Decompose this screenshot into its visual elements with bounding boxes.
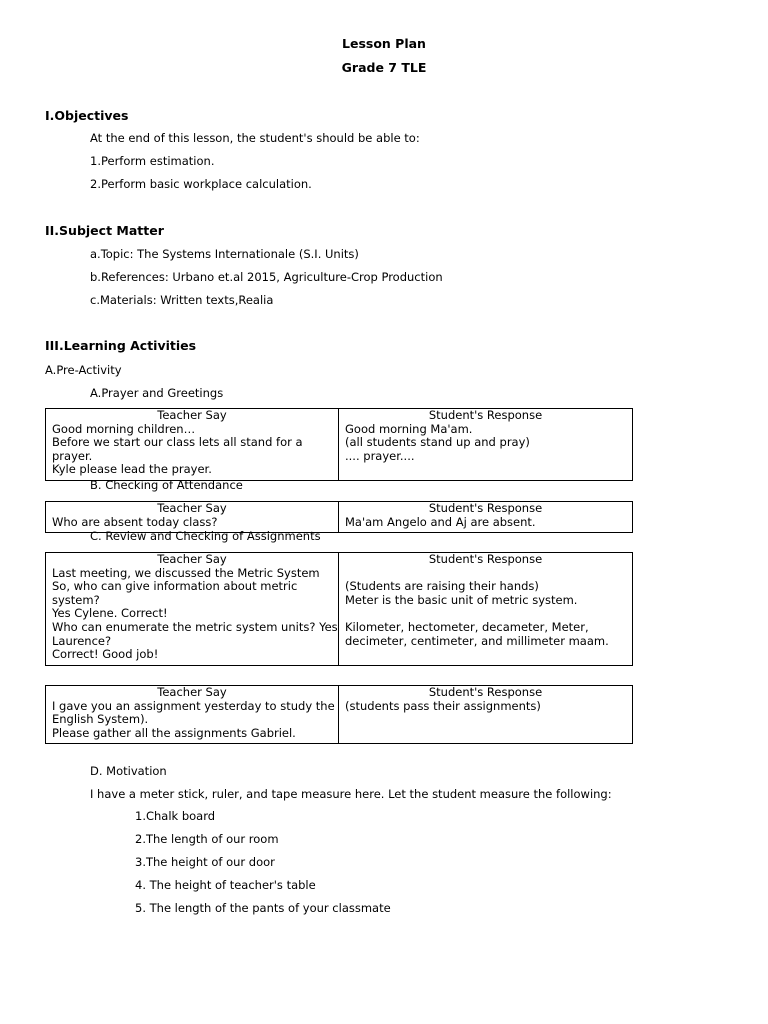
- teacher-line: Please gather all the assignments Gabriel.: [52, 725, 296, 740]
- objectives-intro: At the end of this lesson, the student's should be able to:: [90, 131, 420, 145]
- teacher-line: So, who can give information about metric: [52, 579, 298, 594]
- subject-matter-heading: II.Subject Matter: [45, 223, 164, 238]
- teacher-line: Yes Cylene. Correct!: [52, 606, 168, 621]
- column-header: Student's Response: [428, 552, 543, 566]
- prayer-table: [45, 408, 633, 481]
- student-line: Ma'am Angelo and Aj are absent.: [345, 514, 536, 529]
- review-label: C. Review and Checking of Assignments: [90, 529, 321, 543]
- student-response-cell: [339, 502, 633, 533]
- objectives-heading: I.Objectives: [45, 108, 129, 123]
- column-header: Teacher Say: [157, 408, 227, 422]
- teacher-line: system?: [52, 592, 100, 607]
- teacher-line: Kyle please lead the prayer.: [52, 462, 212, 477]
- column-header: Teacher Say: [157, 552, 227, 566]
- student-line: Good morning Ma'am.: [345, 421, 473, 436]
- table-row: [46, 686, 633, 744]
- student-response-cell: [339, 409, 633, 481]
- student-line: (Students are raising their hands): [345, 579, 539, 594]
- student-line: [345, 607, 626, 621]
- teacher-line: English System).: [52, 712, 149, 727]
- motivation-item: 2.The length of our room: [135, 832, 279, 846]
- column-header: Teacher Say: [157, 501, 227, 515]
- motivation-intro: I have a meter stick, ruler, and tape measure here. Let the student measure the following:: [90, 787, 612, 801]
- teacher-line: prayer.: [52, 448, 93, 463]
- column-header: Student's Response: [428, 408, 543, 422]
- subject-matter-item: a.Topic: The Systems Internationale (S.I. Units): [90, 247, 359, 261]
- student-response-cell: [339, 553, 633, 666]
- page-title: Lesson Plan: [342, 36, 426, 51]
- student-line: (students pass their assignments): [345, 698, 541, 713]
- teacher-line: Last meeting, we discussed the Metric System: [52, 565, 320, 580]
- objective-item: 2.Perform basic workplace calculation.: [90, 177, 312, 191]
- teacher-line: Before we start our class lets all stand for a: [52, 435, 303, 450]
- student-line: Kilometer, hectometer, decameter, Meter,: [345, 619, 589, 634]
- student-line: .... prayer....: [345, 448, 415, 463]
- table-row: [46, 502, 633, 533]
- prayer-label: A.Prayer and Greetings: [90, 386, 224, 400]
- teacher-say-cell: [46, 553, 339, 666]
- learning-activities-heading: III.Learning Activities: [45, 338, 197, 353]
- objective-item: 1.Perform estimation.: [90, 154, 215, 168]
- subject-matter-item: b.References: Urbano et.al 2015, Agriculture-Crop Production: [90, 270, 443, 284]
- student-response-cell: [339, 686, 633, 744]
- table-row: [46, 553, 633, 666]
- motivation-item: 4. The height of teacher's table: [135, 878, 316, 892]
- subject-matter-item: c.Materials: Written texts,Realia: [90, 293, 274, 307]
- teacher-say-cell: [46, 502, 339, 533]
- column-header: Teacher Say: [157, 685, 227, 699]
- column-header: Student's Response: [428, 685, 543, 699]
- pre-activity-label: A.Pre-Activity: [45, 363, 122, 377]
- motivation-item: 1.Chalk board: [135, 809, 216, 823]
- motivation-item: 5. The length of the pants of your classmate: [135, 901, 391, 915]
- teacher-say-cell: [46, 686, 339, 744]
- motivation-label: D. Motivation: [90, 764, 167, 778]
- teacher-line: Laurence?: [52, 633, 112, 648]
- student-line: (all students stand up and pray): [345, 435, 530, 450]
- teacher-line: Good morning children…: [52, 421, 196, 436]
- teacher-line: Who can enumerate the metric system units? Yes: [52, 619, 338, 634]
- student-line: [345, 567, 626, 581]
- teacher-say-cell: [46, 409, 339, 481]
- attendance-label: B. Checking of Attendance: [90, 478, 243, 492]
- teacher-line: Correct! Good job!: [52, 647, 159, 662]
- teacher-line: I gave you an assignment yesterday to study the: [52, 698, 335, 713]
- student-line: Meter is the basic unit of metric system.: [345, 592, 578, 607]
- table-row: [46, 409, 633, 481]
- column-header: Student's Response: [428, 501, 543, 515]
- student-line: decimeter, centimeter, and millimeter maam.: [345, 633, 609, 648]
- page-subtitle: Grade 7 TLE: [341, 60, 427, 75]
- teacher-line: Who are absent today class?: [52, 514, 218, 529]
- assignment-table: [45, 685, 633, 744]
- motivation-item: 3.The height of our door: [135, 855, 275, 869]
- review-table: [45, 552, 633, 666]
